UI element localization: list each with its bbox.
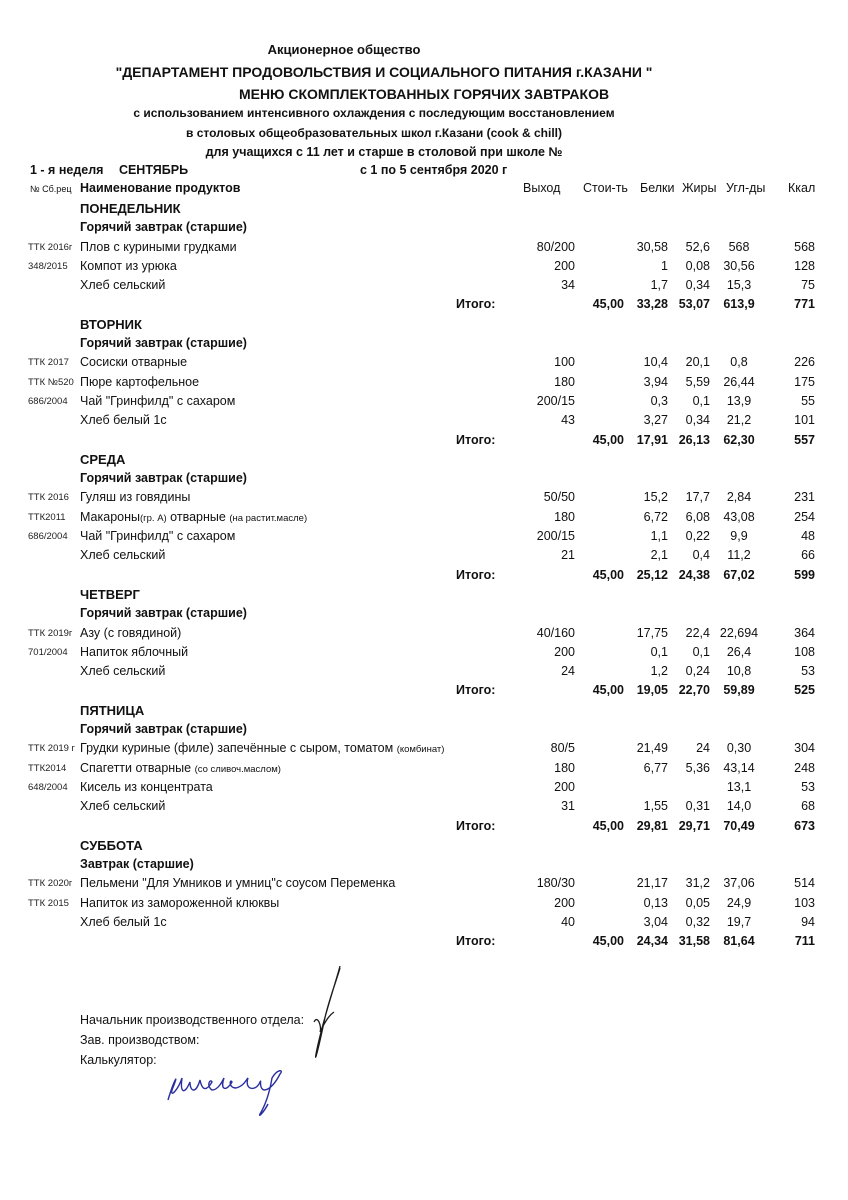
- dish-name-text: Напиток яблочный: [80, 644, 189, 659]
- protein-value: 0,1: [650, 644, 668, 659]
- dish-name-text: Чай "Гринфилд" с сахаром: [80, 393, 236, 408]
- kcal-value: 248: [794, 760, 815, 775]
- fat-value: 0,34: [685, 278, 710, 293]
- day-heading-row: [0, 315, 848, 334]
- total-row: [0, 681, 848, 700]
- day-name: СУББОТА: [80, 837, 143, 853]
- fat-value: 0,24: [685, 664, 710, 679]
- dish-name: [80, 413, 167, 427]
- carbs-value: 22,694: [719, 625, 759, 640]
- dish-name: [80, 490, 190, 504]
- carbs-value: 24,9: [726, 895, 752, 910]
- day-heading-row: [0, 199, 848, 218]
- sign-calculator-label: Калькулятор:: [80, 1053, 157, 1067]
- day-name: ПОНЕДЕЛЬНИК: [80, 201, 181, 216]
- carbs-value: 26,4: [726, 644, 752, 659]
- meal-name: Завтрак (старшие): [80, 857, 194, 872]
- table-row: [0, 874, 848, 893]
- fat-value: 0,22: [685, 529, 710, 544]
- subtitle-method: с использованием интенсивного охлаждения с последующим восстановлением: [133, 106, 615, 120]
- meal-heading-row: [0, 720, 848, 739]
- kcal-value: 364: [794, 625, 815, 640]
- dish-name: [80, 355, 187, 369]
- total-protein: 33,28: [636, 297, 668, 312]
- dish-name: [80, 780, 213, 794]
- total-protein: 24,34: [636, 934, 668, 949]
- meal-heading-row: [0, 334, 848, 353]
- carbs-value: 37,06: [723, 876, 755, 891]
- dish-name: [80, 741, 444, 755]
- protein-value: 21,49: [636, 741, 668, 756]
- protein-value: 1,1: [650, 529, 668, 544]
- day-section: [0, 701, 848, 836]
- dish-name-text: Хлеб белый 1с: [80, 413, 167, 428]
- dish-name: [80, 240, 237, 254]
- total-kcal: 673: [794, 818, 815, 833]
- kcal-value: 53: [801, 779, 815, 794]
- total-row: [0, 817, 848, 836]
- output-value: 100: [554, 355, 575, 370]
- fat-value: 0,05: [685, 895, 710, 910]
- subtitle-audience: для учащихся с 11 лет и старше в столовой при школе №: [205, 145, 563, 159]
- output-value: 200/15: [536, 393, 575, 408]
- output-value: 43: [561, 413, 575, 428]
- total-carbs: 81,64: [723, 934, 755, 949]
- protein-value: 6,72: [643, 509, 668, 524]
- total-label: Итого:: [456, 297, 496, 312]
- total-protein: 17,91: [636, 432, 668, 447]
- protein-value: 1,7: [650, 278, 668, 293]
- dish-name: [80, 278, 165, 292]
- carbs-value: 9,9: [730, 529, 748, 544]
- week-number: 1 - я неделя: [30, 163, 104, 177]
- recipe-ref: ТТК 2019 г: [28, 743, 76, 755]
- total-protein: 25,12: [636, 567, 668, 582]
- col-protein: Белки: [640, 181, 675, 195]
- output-value: 200/15: [536, 529, 575, 544]
- dish-name-text-2: отварные: [166, 509, 226, 524]
- dish-name-text: Кисель из концентрата: [80, 779, 213, 794]
- day-section: [0, 315, 848, 450]
- document-title: МЕНЮ СКОМПЛЕКТОВАННЫХ ГОРЯЧИХ ЗАВТРАКОВ: [238, 86, 610, 102]
- col-fat: Жиры: [682, 181, 717, 195]
- dish-name: [80, 394, 235, 408]
- fat-value: 0,1: [692, 393, 710, 408]
- table-row: [0, 238, 848, 257]
- output-value: 40/160: [536, 625, 575, 640]
- dish-name-text: Макароны: [80, 509, 140, 524]
- dish-name: [80, 259, 177, 273]
- carbs-value: 568: [728, 239, 750, 254]
- subtitle-location: в столовых общеобразовательных школ г.Казани (cook & chill): [186, 126, 562, 140]
- total-carbs: 59,89: [723, 683, 755, 698]
- carbs-value: 21,2: [726, 413, 752, 428]
- kcal-value: 101: [794, 413, 815, 428]
- signature-calculator-mark: [160, 1060, 310, 1120]
- output-value: 50/50: [543, 490, 575, 505]
- output-value: 80/5: [550, 741, 575, 756]
- day-name: СРЕДА: [80, 451, 126, 467]
- fat-value: 17,7: [685, 490, 710, 505]
- carbs-value: 10,8: [726, 664, 752, 679]
- dish-name: [80, 876, 395, 890]
- kcal-value: 75: [801, 278, 815, 293]
- protein-value: 3,04: [643, 914, 668, 929]
- total-row: [0, 566, 848, 585]
- table-row: [0, 624, 848, 643]
- total-fat: 29,71: [678, 818, 710, 833]
- recipe-ref: ТТК 2019г: [28, 627, 73, 639]
- carbs-value: 11,2: [727, 548, 751, 563]
- kcal-value: 304: [794, 741, 815, 756]
- day-heading-row: [0, 585, 848, 604]
- output-value: 21: [561, 548, 575, 563]
- dish-name: [80, 799, 165, 813]
- total-cost: 45,00: [592, 683, 624, 698]
- output-value: 200: [554, 258, 575, 273]
- recipe-ref: ТТК2014: [28, 762, 67, 774]
- total-fat: 53,07: [678, 297, 710, 312]
- kcal-value: 514: [794, 876, 815, 891]
- total-row: [0, 932, 848, 951]
- meal-heading-row: [0, 469, 848, 488]
- carbs-value: 13,1: [726, 779, 752, 794]
- day-name: ПЯТНИЦА: [80, 702, 145, 718]
- dish-name: [80, 896, 279, 910]
- day-name: ЧЕТВЕРГ: [80, 586, 140, 602]
- dish-name-text: Хлеб сельский: [80, 799, 166, 814]
- total-label: Итого:: [456, 683, 496, 698]
- protein-value: 17,75: [636, 625, 668, 640]
- dish-name-text: Хлеб сельский: [80, 664, 166, 679]
- dish-name: [80, 626, 181, 640]
- table-row: [0, 913, 848, 932]
- fat-value: 5,36: [685, 760, 710, 775]
- dish-name: [80, 664, 165, 678]
- kcal-value: 55: [801, 393, 815, 408]
- dish-name: [80, 548, 165, 562]
- output-value: 180: [554, 760, 575, 775]
- dish-name-text: Хлеб сельский: [80, 278, 166, 293]
- total-kcal: 771: [794, 297, 815, 312]
- meal-name: Горячий завтрак (старшие): [80, 220, 247, 235]
- fat-value: 6,08: [685, 509, 710, 524]
- fat-value: 0,34: [685, 413, 710, 428]
- col-output: Выход: [523, 181, 561, 195]
- carbs-value: 0,8: [730, 355, 748, 370]
- dish-name-text: Пюре картофельное: [80, 374, 200, 389]
- protein-value: 3,94: [643, 374, 668, 389]
- day-heading-row: [0, 836, 848, 855]
- table-row: [0, 488, 848, 507]
- total-kcal: 525: [794, 683, 815, 698]
- table-row: [0, 527, 848, 546]
- dish-name-text: Сосиски отварные: [80, 355, 188, 370]
- meal-heading-row: [0, 855, 848, 874]
- fat-value: 31,2: [685, 876, 710, 891]
- kcal-value: 226: [794, 355, 815, 370]
- protein-value: 10,4: [643, 355, 668, 370]
- protein-value: 2,1: [650, 548, 668, 563]
- day-heading-row: [0, 450, 848, 469]
- dish-note: (гр. А): [140, 512, 167, 524]
- col-cost: Стои-ть: [583, 181, 628, 195]
- dish-note: (комбинат): [396, 744, 445, 756]
- dish-name-text: Хлеб сельский: [80, 548, 166, 563]
- total-kcal: 711: [794, 934, 815, 949]
- company-type: Акционерное общество: [267, 42, 421, 57]
- table-row: [0, 411, 848, 430]
- total-kcal: 599: [794, 567, 815, 582]
- fat-value: 0,31: [685, 799, 710, 814]
- col-name: Наименование продуктов: [80, 181, 241, 195]
- dish-name-text: Чай "Гринфилд" с сахаром: [80, 529, 236, 544]
- carbs-value: 15,3: [726, 278, 752, 293]
- carbs-value: 43,08: [723, 509, 755, 524]
- carbs-value: 43,14: [723, 760, 755, 775]
- recipe-ref: ТТК 2016г: [28, 241, 73, 253]
- recipe-ref: 701/2004: [28, 646, 68, 658]
- kcal-value: 103: [794, 895, 815, 910]
- meal-heading-row: [0, 604, 848, 623]
- kcal-value: 254: [794, 509, 815, 524]
- fat-value: 24: [696, 741, 710, 756]
- table-row: [0, 373, 848, 392]
- protein-value: 15,2: [643, 490, 668, 505]
- output-value: 180: [554, 509, 575, 524]
- table-row: [0, 392, 848, 411]
- kcal-value: 175: [794, 374, 815, 389]
- date-period: с 1 по 5 сентября 2020 г: [360, 163, 508, 177]
- dish-name: [80, 915, 167, 929]
- day-section: [0, 450, 848, 585]
- output-value: 180/30: [536, 876, 575, 891]
- kcal-value: 128: [794, 258, 815, 273]
- kcal-value: 568: [794, 239, 815, 254]
- fat-value: 52,6: [685, 239, 710, 254]
- day-section: [0, 585, 848, 701]
- recipe-ref: 648/2004: [28, 781, 68, 793]
- total-protein: 19,05: [636, 683, 668, 698]
- dish-name: [80, 529, 235, 543]
- output-value: 40: [561, 914, 575, 929]
- table-row: [0, 643, 848, 662]
- protein-value: 30,58: [636, 239, 668, 254]
- fat-value: 0,1: [692, 644, 710, 659]
- dish-name: [80, 375, 199, 389]
- output-value: 24: [561, 664, 575, 679]
- dish-name: [80, 645, 188, 659]
- table-row: [0, 894, 848, 913]
- sign-head-label: Начальник производственного отдела:: [80, 1013, 305, 1027]
- recipe-ref: ТТК 2020г: [28, 878, 73, 890]
- fat-value: 5,59: [685, 374, 710, 389]
- total-fat: 26,13: [678, 432, 710, 447]
- fat-value: 20,1: [685, 355, 710, 370]
- day-heading-row: [0, 701, 848, 720]
- recipe-ref: 686/2004: [28, 531, 68, 543]
- company-name: "ДЕПАРТАМЕНТ ПРОДОВОЛЬСТВИЯ И СОЦИАЛЬНОГО ПИТАНИЯ г.КАЗАНИ ": [115, 64, 653, 80]
- month: СЕНТЯБРЬ: [118, 163, 189, 177]
- dish-name-text: Напиток из замороженной клюквы: [80, 895, 280, 910]
- output-value: 200: [554, 895, 575, 910]
- kcal-value: 53: [801, 664, 815, 679]
- meal-name: Горячий завтрак (старшие): [80, 336, 247, 351]
- dish-note: (со сливоч.маслом): [194, 763, 281, 775]
- output-value: 180: [554, 374, 575, 389]
- total-carbs: 70,49: [723, 818, 755, 833]
- meal-heading-row: [0, 218, 848, 237]
- dish-note-2: (на растит.масле): [229, 512, 308, 524]
- day-section: [0, 199, 848, 315]
- total-label: Итого:: [456, 432, 496, 447]
- dish-name-text: Плов с куриными грудками: [80, 239, 237, 254]
- week-line: [30, 163, 188, 177]
- carbs-value: 14,0: [726, 799, 752, 814]
- protein-value: 0,3: [650, 393, 668, 408]
- recipe-ref: ТТК 2015: [28, 897, 69, 909]
- fat-value: 0,32: [685, 914, 710, 929]
- total-row: [0, 295, 848, 314]
- col-ref: № Сб.рец: [30, 184, 72, 194]
- total-fat: 22,70: [678, 683, 710, 698]
- sign-production-label: Зав. производством:: [80, 1033, 200, 1047]
- kcal-value: 108: [794, 644, 815, 659]
- fat-value: 0,4: [692, 548, 710, 563]
- table-row: [0, 759, 848, 778]
- carbs-value: 26,44: [723, 374, 755, 389]
- table-row: [0, 508, 848, 527]
- dish-name-text: Спагетти отварные: [80, 760, 195, 775]
- output-value: 200: [554, 644, 575, 659]
- total-fat: 24,38: [678, 567, 710, 582]
- protein-value: 1,2: [650, 664, 668, 679]
- meal-name: Горячий завтрак (старшие): [80, 471, 247, 486]
- table-row: [0, 353, 848, 372]
- kcal-value: 94: [801, 914, 815, 929]
- protein-value: 0,13: [643, 895, 668, 910]
- meal-name: Горячий завтрак (старшие): [80, 606, 247, 621]
- day-section: [0, 836, 848, 952]
- total-kcal: 557: [794, 432, 815, 447]
- dish-name-text: Грудки куриные (филе) запечённые с сыром, томатом: [80, 741, 397, 756]
- kcal-value: 66: [801, 548, 815, 563]
- dish-name-text: Компот из урюка: [80, 258, 177, 273]
- dish-name: [80, 510, 307, 524]
- total-cost: 45,00: [592, 818, 624, 833]
- recipe-ref: 686/2004: [28, 395, 68, 407]
- recipe-ref: ТТК 2016: [28, 492, 69, 504]
- total-carbs: 62,30: [723, 432, 755, 447]
- protein-value: 1: [661, 258, 668, 273]
- dish-name-text: Пельмени "Для Умников и умниц"с соусом Переменка: [80, 876, 396, 891]
- total-protein: 29,81: [636, 818, 668, 833]
- menu-table: [0, 199, 848, 952]
- recipe-ref: 348/2015: [28, 260, 68, 272]
- carbs-value: 30,56: [723, 258, 755, 273]
- kcal-value: 68: [801, 799, 815, 814]
- kcal-value: 231: [794, 490, 815, 505]
- protein-value: 1,55: [643, 799, 668, 814]
- carbs-value: 2,84: [726, 490, 752, 505]
- protein-value: 3,27: [643, 413, 668, 428]
- table-row: [0, 257, 848, 276]
- kcal-value: 48: [801, 529, 815, 544]
- recipe-ref: ТТК №520: [28, 376, 74, 388]
- total-fat: 31,58: [678, 934, 710, 949]
- total-cost: 45,00: [592, 934, 624, 949]
- total-label: Итого:: [456, 934, 496, 949]
- output-value: 31: [561, 799, 575, 814]
- carbs-value: 19,7: [726, 914, 752, 929]
- table-row: [0, 546, 848, 565]
- fat-value: 22,4: [685, 625, 710, 640]
- day-name: ВТОРНИК: [80, 316, 142, 332]
- dish-name-text: Гуляш из говядины: [80, 490, 191, 505]
- table-row: [0, 662, 848, 681]
- total-cost: 45,00: [592, 432, 624, 447]
- protein-value: 21,17: [636, 876, 668, 891]
- protein-value: 6,77: [643, 760, 668, 775]
- carbs-value: 0,30: [726, 741, 752, 756]
- col-kcal: Ккал: [788, 181, 816, 195]
- column-headers: [0, 181, 848, 197]
- dish-name-text: Азу (с говядиной): [80, 625, 182, 640]
- table-row: [0, 797, 848, 816]
- total-row: [0, 431, 848, 450]
- total-cost: 45,00: [592, 297, 624, 312]
- total-cost: 45,00: [592, 567, 624, 582]
- table-row: [0, 276, 848, 295]
- total-carbs: 613,9: [723, 297, 755, 312]
- carbs-value: 13,9: [726, 393, 752, 408]
- recipe-ref: ТТК 2017: [28, 357, 69, 369]
- output-value: 34: [561, 278, 575, 293]
- meal-name: Горячий завтрак (старшие): [80, 722, 247, 737]
- total-label: Итого:: [456, 567, 496, 582]
- recipe-ref: ТТК2011: [28, 511, 66, 523]
- table-row: [0, 739, 848, 758]
- table-row: [0, 778, 848, 797]
- dish-name: [80, 761, 281, 775]
- output-value: 200: [554, 779, 575, 794]
- fat-value: 0,08: [685, 258, 710, 273]
- total-carbs: 67,02: [723, 567, 755, 582]
- dish-name-text: Хлеб белый 1с: [80, 914, 167, 929]
- col-carbs: Угл-ды: [726, 181, 766, 195]
- total-label: Итого:: [456, 818, 496, 833]
- output-value: 80/200: [536, 239, 575, 254]
